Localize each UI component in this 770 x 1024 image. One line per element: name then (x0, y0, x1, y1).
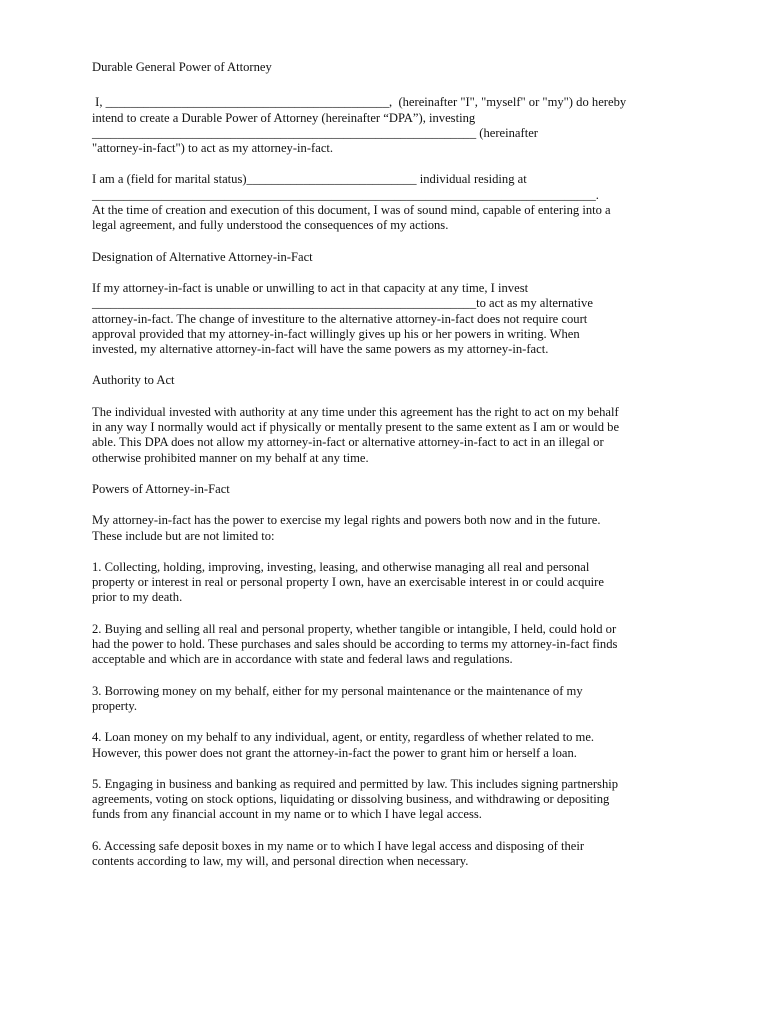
power-line: However, this power does not grant the attorney-in-fact the power to grant him or herself a loan. (92, 745, 577, 760)
power-item-2 (92, 622, 682, 668)
status-line: I am a (field for marital status)___________________________ individual residing at (92, 172, 527, 187)
power-line: property or interest in real or personal property I own, have an exercisable interest in or could acquire (92, 575, 604, 590)
power-line: property. (92, 698, 137, 713)
power-item-6 (92, 839, 682, 870)
status-paragraph (92, 172, 682, 233)
status-line: legal agreement, and fully understood the consequences of my actions. (92, 218, 449, 233)
authority-line: in any way I normally would act if physically or mentally present to the same extent as I am or would be (92, 420, 620, 435)
intro-line: "attorney-in-fact") to act as my attorney-in-fact. (92, 141, 334, 156)
power-line: 6. Accessing safe deposit boxes in my name or to which I have legal access and disposing of their (92, 838, 585, 853)
powers-intro-line: My attorney-in-fact has the power to exercise my legal rights and powers both now and in the future. (92, 513, 601, 528)
intro-paragraph (92, 95, 682, 156)
alt-line: approval provided that my attorney-in-fact willingly gives up his or her powers in writing. When (92, 326, 580, 341)
powers-intro-line: These include but are not limited to: (92, 528, 275, 543)
alt-line: _____________________________________________________________to act as my alternative (92, 296, 593, 311)
power-line: contents according to law, my will, and personal direction when necessary. (92, 853, 469, 868)
authority-line: able. This DPA does not allow my attorney-in-fact or alternative attorney-in-fact to act in an illegal or (92, 435, 604, 450)
intro-line: I, _____________________________________________, (hereinafter "I", "myself" or "my") do hereby (92, 95, 627, 110)
power-line: agreements, voting on stock options, liquidating or dissolving business, and withdrawing or depositing (92, 792, 610, 807)
power-item-4 (92, 730, 682, 761)
power-line: 3. Borrowing money on my behalf, either for my personal maintenance or the maintenance of my (92, 683, 583, 698)
intro-line: _____________________________________________________________ (hereinafter (92, 125, 538, 140)
authority-line: otherwise prohibited manner on my behalf at any time. (92, 450, 369, 465)
power-item-3 (92, 684, 682, 715)
alternative-attorney-paragraph (92, 281, 682, 357)
power-item-5 (92, 777, 682, 823)
power-line: 1. Collecting, holding, improving, investing, leasing, and otherwise managing all real and personal (92, 559, 590, 574)
status-line: ________________________________________________________________________________. (92, 187, 599, 202)
authority-heading: Authority to Act (92, 373, 175, 388)
authority-line: The individual invested with authority at any time under this agreement has the right to act on my behalf (92, 404, 619, 419)
intro-line: intend to create a Durable Power of Attorney (hereinafter “DPA”), investing (92, 110, 476, 125)
power-line: 4. Loan money on my behalf to any individual, agent, or entity, regardless of whether related to me. (92, 730, 595, 745)
power-line: 5. Engaging in business and banking as required and permitted by law. This includes signing partnership (92, 776, 619, 791)
powers-intro-paragraph (92, 513, 682, 544)
power-line: had the power to hold. These purchases and sales should be according to terms my attorney-in-fact finds (92, 637, 618, 652)
power-line: acceptable and which are in accordance with state and federal laws and regulations. (92, 652, 513, 667)
authority-paragraph (92, 405, 682, 466)
alt-line: If my attorney-in-fact is unable or unwilling to act in that capacity at any time, I invest (92, 280, 529, 295)
power-line: prior to my death. (92, 590, 183, 605)
status-line: At the time of creation and execution of this document, I was of sound mind, capable of entering into a (92, 203, 611, 218)
power-item-1 (92, 560, 682, 606)
document-title: Durable General Power of Attorney (92, 60, 272, 74)
document-page (92, 60, 682, 885)
alt-line: invested, my alternative attorney-in-fact will have the same powers as my attorney-in-fact. (92, 342, 549, 357)
power-line: 2. Buying and selling all real and personal property, whether tangible or intangible, I held, could hold or (92, 621, 617, 636)
alternative-attorney-heading: Designation of Alternative Attorney-in-Fact (92, 249, 313, 264)
power-line: funds from any financial account in my name or to which I have legal access. (92, 807, 482, 822)
alt-line: attorney-in-fact. The change of investiture to the alternative attorney-in-fact does not require court (92, 311, 588, 326)
powers-heading: Powers of Attorney-in-Fact (92, 481, 230, 496)
